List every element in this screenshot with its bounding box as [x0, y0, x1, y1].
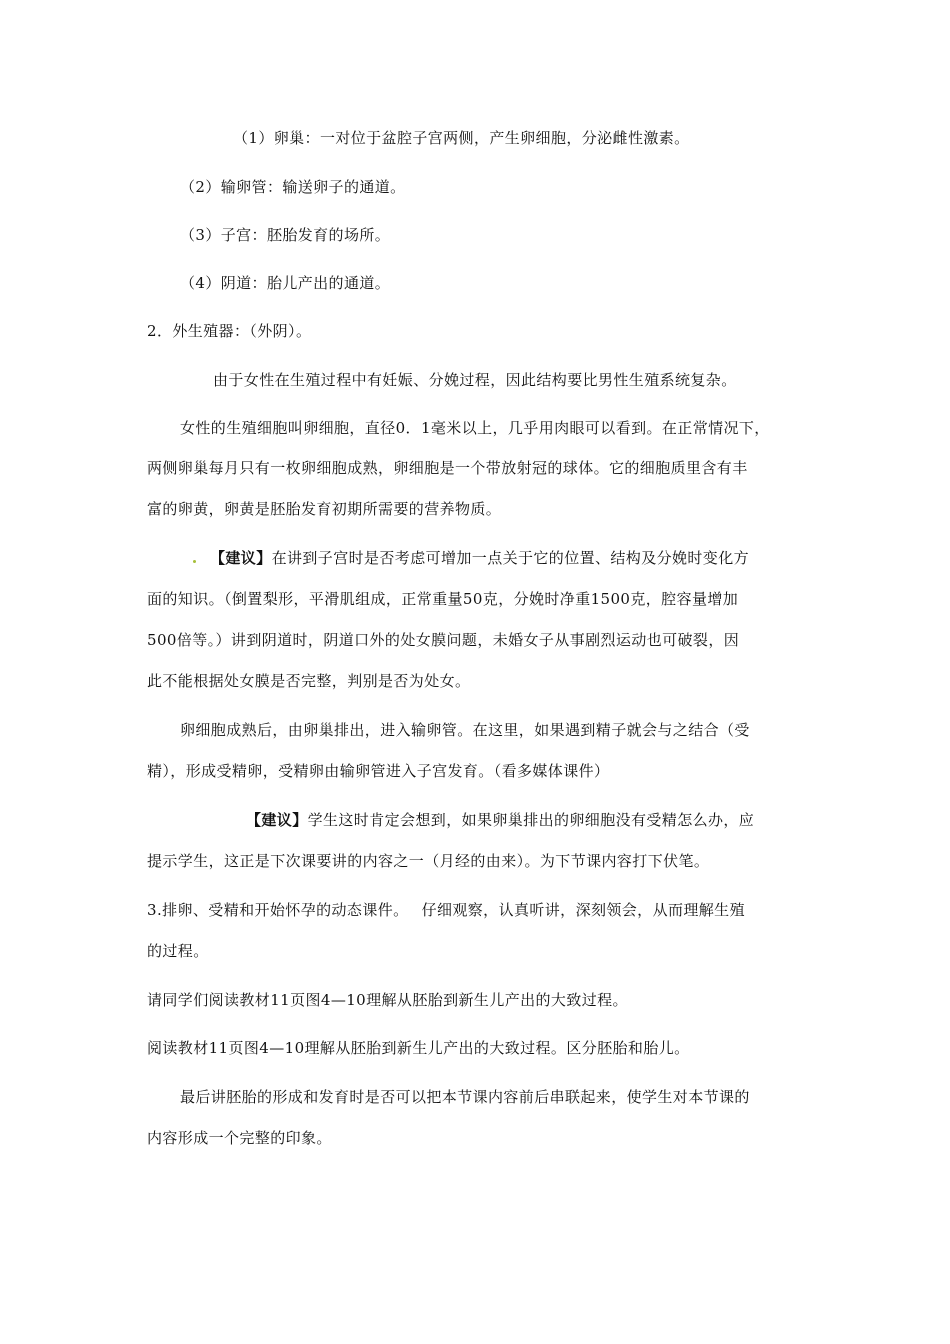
suggestion-1-line-3: 500倍等。）讲到阴道时，阴道口外的处女膜问题，未婚女子从事剧烈运动也可破裂，因: [147, 631, 740, 649]
suggestion-1-tag: 【建议】: [210, 549, 272, 567]
courseware-line-2: 的过程。: [147, 942, 209, 960]
uterus-line: （3）子宫：胚胎发育的场所。: [180, 226, 391, 244]
ovary-line: （1）卵巢：一对位于盆腔子宫两侧，产生卵细胞，分泌雌性激素。: [233, 129, 690, 147]
closing-line-1: 最后讲胚胎的形成和发育时是否可以把本节课内容前后串联起来，使学生对本节课的: [180, 1088, 750, 1106]
courseware-line-1: 3.排卵、受精和开始怀孕的动态课件。 仔细观察，认真听讲，深刻领会，从而理解生殖: [147, 901, 745, 919]
bullet-dot-icon: [193, 560, 196, 563]
suggestion-1-text-1: 在讲到子宫时是否考虑可增加一点关于它的位置、结构及分娩时变化方: [271, 549, 750, 567]
suggestion-2-line-1: [246, 810, 754, 830]
egg-cell-line-1: 女性的生殖细胞叫卵细胞，直径0．1毫米以上，几乎用肉眼可以看到。在正常情况下，: [180, 419, 770, 437]
complexity-note: 由于女性在生殖过程中有妊娠、分娩过程，因此结构要比男性生殖系统复杂。: [213, 371, 737, 389]
egg-cell-line-3: 富的卵黄，卵黄是胚胎发育初期所需要的营养物质。: [147, 500, 502, 518]
suggestion-2-tag: 【建议】: [246, 811, 308, 829]
suggestion-1-line-2: 面的知识。（倒置梨形，平滑肌组成，正常重量50克，分娩时净重1500克，腔容量增加: [147, 590, 739, 608]
suggestion-1-line-4: 此不能根据处女膜是否完整，判别是否为处女。: [147, 672, 471, 690]
oviduct-line: （2）输卵管：输送卵子的通道。: [180, 178, 406, 196]
ovulation-line-1: 卵细胞成熟后，由卵巢排出，进入输卵管。在这里，如果遇到精子就会与之结合（受: [180, 721, 750, 739]
suggestion-1-line-1: [193, 548, 749, 568]
reading-request: 请同学们阅读教材11页图4—10理解从胚胎到新生儿产出的大致过程。: [147, 991, 628, 1009]
reading-task: 阅读教材11页图4—10理解从胚胎到新生儿产出的大致过程。区分胚胎和胎儿。: [147, 1039, 690, 1057]
vagina-line: （4）阴道：胎儿产出的通道。: [180, 274, 391, 292]
egg-cell-line-2: 两侧卵巢每月只有一枚卵细胞成熟，卵细胞是一个带放射冠的球体。它的细胞质里含有丰: [147, 459, 748, 477]
suggestion-2-line-2: 提示学生，这正是下次课要讲的内容之一（月经的由来）。为下节课内容打下伏笔。: [147, 852, 710, 870]
suggestion-2-text-1: 学生这时肯定会想到，如果卵巢排出的卵细胞没有受精怎么办，应: [307, 811, 755, 829]
external-organs-heading: 2．外生殖器：（外阴）。: [147, 322, 312, 340]
closing-line-2: 内容形成一个完整的印象。: [147, 1129, 332, 1147]
ovulation-line-2: 精），形成受精卵，受精卵由输卵管进入子宫发育。（看多媒体课件）: [147, 762, 610, 780]
